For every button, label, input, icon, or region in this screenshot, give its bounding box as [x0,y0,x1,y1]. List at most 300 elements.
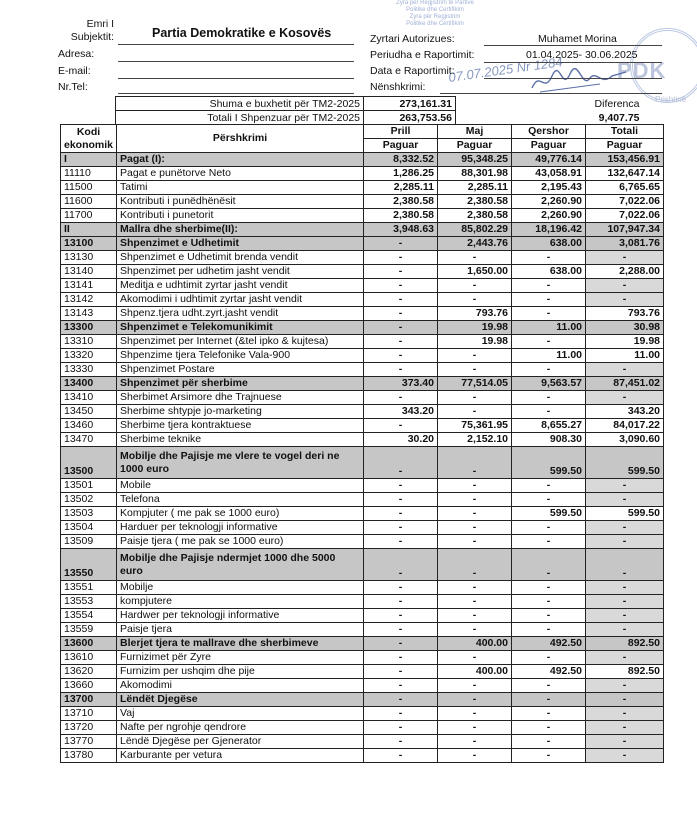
row-description: Shpenzimet e Udhetimit [117,237,364,251]
table-group-row [61,223,664,237]
row-total: - [586,493,664,507]
row-june: 11.00 [512,321,586,335]
row-total: - [586,721,664,735]
row-june: 2,195.43 [512,181,586,195]
row-april: - [364,363,438,377]
seal-city: Prishtinë [655,95,687,104]
row-total: 892.50 [586,637,664,651]
row-description: Sherbimet Arsimore dhe Trajnuese [117,391,364,405]
row-june: 8,655.27 [512,419,586,433]
row-may: - [438,679,512,693]
row-may: - [438,507,512,521]
table-row [61,195,664,209]
row-total: - [586,293,664,307]
tel-label: Nr.Tel: [58,81,88,93]
row-description: Paisje tjera [117,623,364,637]
row-may: - [438,651,512,665]
row-description: Shpenzime tjera Telefonike Vala-900 [117,349,364,363]
row-code: 13600 [61,637,117,651]
row-total: - [586,363,664,377]
row-may: - [438,549,512,581]
row-total: - [586,735,664,749]
row-may: - [438,293,512,307]
row-april: 8,332.52 [364,153,438,167]
row-code: 13554 [61,609,117,623]
row-june: 43,058.91 [512,167,586,181]
stamp-line: Zyra për Regjistrim të Partive [396,0,474,6]
row-june: - [512,391,586,405]
row-april: - [364,535,438,549]
row-description: Akomodimi [117,679,364,693]
row-april: - [364,479,438,493]
row-code: 13770 [61,735,117,749]
row-june: - [512,521,586,535]
row-april: - [364,693,438,707]
date-label: Data e Raportimit: [370,65,455,77]
row-total: - [586,707,664,721]
row-description: Vaj [117,707,364,721]
header-paid: Paguar [586,139,664,153]
row-code: 13700 [61,693,117,707]
row-code: 11700 [61,209,117,223]
row-june: - [512,479,586,493]
row-june: 599.50 [512,447,586,479]
table-row [61,251,664,265]
table-group-row [61,377,664,391]
row-total: - [586,251,664,265]
row-may: - [438,581,512,595]
row-description: Karburante per vetura [117,749,364,763]
difference-value: 9,407.75 [598,111,640,124]
row-may: - [438,623,512,637]
table-row [61,651,664,665]
row-code: 13550 [61,549,117,581]
handwritten-date: 07.07.2025 Nr 1284 [447,54,564,85]
row-may: 77,514.05 [438,377,512,391]
row-description: Sherbime teknike [117,433,364,447]
table-row [61,749,664,763]
row-june: - [512,405,586,419]
row-may: 2,443.76 [438,237,512,251]
table-row [61,679,664,693]
row-june: - [512,651,586,665]
row-description: Telefona [117,493,364,507]
stamp-line: Politike dhe Certifikim [406,21,464,27]
row-code: 13100 [61,237,117,251]
row-code: 13470 [61,433,117,447]
row-code: 13320 [61,349,117,363]
row-june: - [512,749,586,763]
row-june: 18,196.42 [512,223,586,237]
row-april: - [364,637,438,651]
row-description: Harduer per teknologji informative [117,521,364,535]
row-june: - [512,535,586,549]
table-row [61,293,664,307]
row-june: 9,563.57 [512,377,586,391]
row-total: - [586,549,664,581]
table-row [61,493,664,507]
row-may: - [438,405,512,419]
row-april: - [364,293,438,307]
row-may: - [438,535,512,549]
header-total: Totali [586,125,664,139]
row-code: 13410 [61,391,117,405]
row-code: 13660 [61,679,117,693]
table-row [61,507,664,521]
table-row [61,363,664,377]
table-row [61,335,664,349]
row-may: 1,650.00 [438,265,512,279]
row-description: Shpenzimet per udhetim jasht vendit [117,265,364,279]
row-code: 13130 [61,251,117,265]
header-paid: Paguar [438,139,512,153]
table-group-row [61,549,664,581]
row-code: 13141 [61,279,117,293]
row-total: 892.50 [586,665,664,679]
row-april: - [364,549,438,581]
row-may: - [438,693,512,707]
row-june: 638.00 [512,265,586,279]
signature-icon [530,64,630,96]
row-june: 492.50 [512,665,586,679]
row-june: - [512,581,586,595]
row-june: - [512,679,586,693]
table-row [61,279,664,293]
row-code: 13551 [61,581,117,595]
row-april: - [364,307,438,321]
row-description: Akomodimi i udhtimit zyrtar jasht vendit [117,293,364,307]
row-june: - [512,335,586,349]
row-april: 2,380.58 [364,209,438,223]
row-may: - [438,251,512,265]
row-may: 400.00 [438,665,512,679]
row-code: 13509 [61,535,117,549]
table-group-row [61,447,664,479]
row-description: Shpenzimet per Internet (&tel ipko & kujtesa) [117,335,364,349]
row-may: 85,802.29 [438,223,512,237]
row-code: 13501 [61,479,117,493]
row-april: - [364,595,438,609]
row-description: Furnizimet për Zyre [117,651,364,665]
row-may: 19.98 [438,321,512,335]
difference-label: Diferenca [594,97,640,110]
header-may: Maj [438,125,512,139]
row-code: 13143 [61,307,117,321]
row-total: 87,451.02 [586,377,664,391]
row-total: - [586,679,664,693]
row-code: 13610 [61,651,117,665]
row-may: 793.76 [438,307,512,321]
row-total: - [586,391,664,405]
row-june: - [512,363,586,377]
row-may: - [438,279,512,293]
table-row [61,521,664,535]
row-total: 19.98 [586,335,664,349]
row-description: Nafte per ngrohje qendrore [117,721,364,735]
row-total: 153,456.91 [586,153,664,167]
row-total: - [586,521,664,535]
row-april: - [364,735,438,749]
table-row [61,609,664,623]
row-code: 11110 [61,167,117,181]
table-group-row [61,693,664,707]
header-description: Përshkrimi [117,125,364,153]
row-description: Shpenzimet e Udhetimit brenda vendit [117,251,364,265]
row-april: 2,380.58 [364,195,438,209]
row-description: Shpenzimet Postare [117,363,364,377]
row-description: Mobilje [117,581,364,595]
row-total: 793.76 [586,307,664,321]
row-june: 49,776.14 [512,153,586,167]
budget-summary [115,96,643,125]
row-april: - [364,623,438,637]
row-june: 599.50 [512,507,586,521]
row-code: 13330 [61,363,117,377]
row-total: - [586,749,664,763]
row-description: Lëndë Djegëse per Gjenerator [117,735,364,749]
table-row [61,181,664,195]
address-label: Adresa: [58,48,95,60]
row-may: - [438,735,512,749]
table-row [61,265,664,279]
row-code: 13780 [61,749,117,763]
row-may: 88,301.98 [438,167,512,181]
header-paid: Paguar [512,139,586,153]
row-code: 13720 [61,721,117,735]
row-code: 13553 [61,595,117,609]
table-row [61,307,664,321]
table-row [61,595,664,609]
period-value: 01.04.2025- 30.06.2025 [526,49,638,61]
table-row [61,405,664,419]
row-total: 343.20 [586,405,664,419]
table-group-row [61,237,664,251]
table-row [61,209,664,223]
table-group-row [61,637,664,651]
row-april: - [364,707,438,721]
subject-label: Emri I Subjektit: [70,18,114,43]
row-may: 19.98 [438,335,512,349]
row-may: 400.00 [438,637,512,651]
row-april: - [364,521,438,535]
row-april: - [364,665,438,679]
row-may: - [438,721,512,735]
row-april: - [364,349,438,363]
row-code: 11500 [61,181,117,195]
header-june: Qershor [512,125,586,139]
row-may: - [438,521,512,535]
row-may: - [438,479,512,493]
signature-label: Nënshkrimi: [370,81,426,93]
table-row [61,623,664,637]
row-june: - [512,707,586,721]
row-june: - [512,693,586,707]
row-code: 13140 [61,265,117,279]
row-june: 2,260.90 [512,209,586,223]
row-april: - [364,609,438,623]
row-code: 13450 [61,405,117,419]
row-total: 132,647.14 [586,167,664,181]
row-june: 908.30 [512,433,586,447]
authorized-label: Zyrtari Autorizues: [370,33,455,45]
row-description: Pagat e punëtorve Neto [117,167,364,181]
row-april: - [364,507,438,521]
row-description: Mobilje dhe Pajisje me vlere te vogel deri ne 1000 euro [117,447,364,479]
row-may: - [438,349,512,363]
header-paid: Paguar [364,139,438,153]
row-total: - [586,279,664,293]
stamp-line: Zyra për Regjistrim [409,14,461,20]
row-april: 373.40 [364,377,438,391]
row-april: - [364,493,438,507]
row-description: Shpenzimet për sherbime [117,377,364,391]
row-may: - [438,707,512,721]
row-code: 13502 [61,493,117,507]
spent-value: 263,753.56 [364,111,456,125]
row-may: - [438,391,512,405]
authorized-value: Muhamet Morina [538,33,617,45]
row-description: Kontributi i punetorit [117,209,364,223]
row-description: Shpenz.tjera udht.zyrt.jasht vendit [117,307,364,321]
row-april: - [364,279,438,293]
expenses-table [60,124,664,763]
row-description: Paisje tjera ( me pak se 1000 euro) [117,535,364,549]
spent-label: Totali I Shpenzuar për TM2-2025 [116,111,364,125]
row-june: - [512,595,586,609]
row-may: 2,380.58 [438,195,512,209]
table-row [61,535,664,549]
row-june: - [512,623,586,637]
row-june: - [512,307,586,321]
row-total: 3,081.76 [586,237,664,251]
row-code: 13620 [61,665,117,679]
row-code: 13460 [61,419,117,433]
row-description: Furnizim per ushqim dhe pije [117,665,364,679]
row-may: - [438,595,512,609]
row-may: - [438,493,512,507]
row-may: 2,380.58 [438,209,512,223]
row-description: Sherbime shtypje jo-marketing [117,405,364,419]
row-april: - [364,237,438,251]
row-total: - [586,623,664,637]
row-description: Kontributi i punëdhënësit [117,195,364,209]
row-june: 638.00 [512,237,586,251]
row-june: 11.00 [512,349,586,363]
row-total: 84,017.22 [586,419,664,433]
row-april: 2,285.11 [364,181,438,195]
expenses-body [61,153,664,763]
row-code: 13300 [61,321,117,335]
row-april: - [364,581,438,595]
row-description: Mallra dhe sherbime(II): [117,223,364,237]
table-row [61,349,664,363]
row-description: Shpenzimet e Telekomunikimit [117,321,364,335]
row-total: 7,022.06 [586,209,664,223]
row-code: 13142 [61,293,117,307]
row-description: Mobile [117,479,364,493]
row-april: - [364,321,438,335]
row-total: 3,090.60 [586,433,664,447]
row-description: Hardwer per teknologji informative [117,609,364,623]
row-code: II [61,223,117,237]
row-code: 13559 [61,623,117,637]
row-total: - [586,535,664,549]
pdk-logo: PDK [617,58,667,83]
row-june: - [512,493,586,507]
row-description: Kompjuter ( me pak se 1000 euro) [117,507,364,521]
row-total: - [586,595,664,609]
table-row [61,167,664,181]
row-april: 30.20 [364,433,438,447]
table-row [61,581,664,595]
table-group-row [61,153,664,167]
row-april: - [364,251,438,265]
row-code: 11600 [61,195,117,209]
row-total: - [586,479,664,493]
row-may: 2,152.10 [438,433,512,447]
row-may: - [438,609,512,623]
stamp-line: Politike dhe Certifikim [406,7,464,13]
row-june: - [512,721,586,735]
row-description: Sherbime tjera kontraktuese [117,419,364,433]
row-april: 1,286.25 [364,167,438,181]
row-description: Mobilje dhe Pajisje ndermjet 1000 dhe 5000 euro [117,549,364,581]
row-total: 6,765.65 [586,181,664,195]
row-description: kompjutere [117,595,364,609]
row-june: 492.50 [512,637,586,651]
row-april: - [364,679,438,693]
row-may: - [438,749,512,763]
table-row [61,665,664,679]
email-label: E-mail: [58,65,91,77]
row-description: Pagat (I): [117,153,364,167]
row-april: - [364,391,438,405]
row-description: Blerjet tjera te mallrave dhe sherbimeve [117,637,364,651]
table-row [61,419,664,433]
budget-label: Shuma e buxhetit për TM2-2025 [116,97,364,111]
table-row [61,433,664,447]
row-total: - [586,581,664,595]
table-row [61,391,664,405]
budget-value: 273,161.31 [364,97,456,111]
row-june: - [512,279,586,293]
header-april: Prill [364,125,438,139]
row-total: 107,947.34 [586,223,664,237]
row-april: - [364,335,438,349]
row-total: 2,288.00 [586,265,664,279]
party-name: Partia Demokratike e Kosovës [152,26,332,40]
row-total: 599.50 [586,507,664,521]
table-row [61,707,664,721]
row-total: - [586,651,664,665]
row-code: 13500 [61,447,117,479]
row-code: 13310 [61,335,117,349]
row-code: 13504 [61,521,117,535]
table-row [61,735,664,749]
table-group-row [61,321,664,335]
row-june: - [512,609,586,623]
table-row [61,479,664,493]
row-total: 599.50 [586,447,664,479]
row-total: 11.00 [586,349,664,363]
row-april: 3,948.63 [364,223,438,237]
row-april: - [364,419,438,433]
row-may: - [438,447,512,479]
header-code: Kodi ekonomik [61,125,117,153]
row-code: I [61,153,117,167]
row-may: - [438,363,512,377]
period-label: Periudha e Raportimit: [370,49,475,61]
